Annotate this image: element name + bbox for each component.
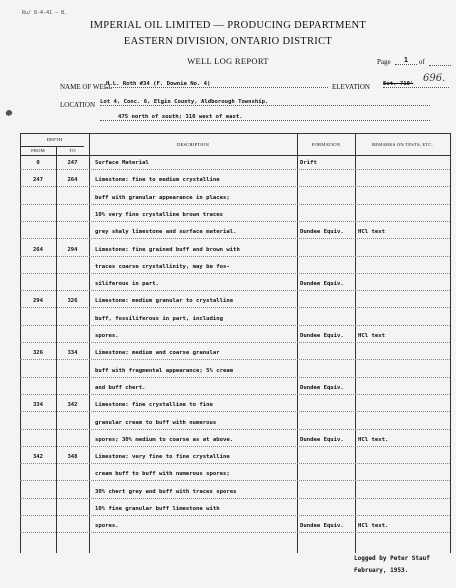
division-title: EASTERN DIVISION, ONTARIO DISTRICT — [123, 36, 333, 47]
depth-to-cell: 342 — [67, 402, 78, 408]
description-cell: Limestone: fine grained buff and brown with — [95, 247, 240, 253]
location-value-2: 475 north of south; 310 west of east. — [100, 114, 430, 121]
description-cell: spores. — [95, 333, 119, 339]
row-rule — [20, 532, 450, 533]
row-rule — [20, 273, 450, 274]
page-number: 1 — [395, 56, 417, 65]
formation-cell: Dundee Equiv. — [300, 437, 344, 443]
description-cell: 10% fine granular buff limestone with — [95, 506, 220, 512]
remarks-cell: HCl test. — [358, 437, 389, 443]
row-rule — [20, 515, 450, 516]
description-cell: 30% chert grey and buff with traces spores — [95, 489, 237, 495]
description-cell: siliferous in part. — [95, 281, 159, 287]
row-rule — [20, 394, 450, 395]
row-rule — [20, 429, 450, 430]
depth-header: DEPTH — [46, 137, 63, 142]
description-cell: Limestone: fine crystalline to fine — [95, 402, 213, 408]
table-top-border — [20, 133, 450, 134]
description-cell: granular cream to buff with numerous — [95, 420, 217, 426]
top-stamp: Ru/ 8-4-41 – B. — [22, 10, 68, 16]
table-header-border — [20, 155, 450, 156]
page-total — [429, 65, 451, 66]
well-name-label: NAME OF WELL — [60, 83, 113, 91]
table-right-border — [450, 133, 451, 553]
logged-by: Logged by Peter Stauf — [354, 555, 430, 562]
page-label: Page — [377, 58, 391, 66]
desc-formation-divider — [297, 133, 298, 553]
description-cell: buff with granular appearance in places; — [95, 195, 230, 201]
formation-cell: Dundee Equiv. — [300, 281, 344, 287]
row-rule — [20, 325, 450, 326]
description-header: DESCRIPTION — [176, 142, 210, 147]
description-cell: 10% very fine crystalline brown traces — [95, 212, 223, 218]
elevation-label: ELEVATION — [332, 83, 370, 91]
description-cell: Limestone: medium granular to crystalline — [95, 298, 234, 304]
row-rule — [20, 238, 450, 239]
from-header: FROM — [31, 148, 45, 153]
row-rule — [20, 359, 450, 360]
remarks-cell: HCl test — [358, 229, 385, 235]
row-rule — [20, 169, 450, 170]
remarks-header: REMARKS ON TESTS, ETC. — [371, 142, 434, 147]
to-header: TO — [69, 148, 76, 153]
description-cell: and buff chert. — [95, 385, 146, 391]
description-cell: traces coarse crystallinity, may be fos- — [95, 264, 230, 270]
description-cell: Limestone: fine to medium crystalline — [95, 177, 220, 183]
row-rule — [20, 342, 450, 343]
elevation-value: Est. 710' — [383, 81, 449, 88]
description-cell: Limestone: medium and coarse granular — [95, 350, 220, 356]
description-cell: cream buff to buff with numerous spores; — [95, 471, 230, 477]
depth-to-cell: 264 — [67, 177, 78, 183]
depth-from-cell: 326 — [32, 350, 44, 356]
depth-to-cell: 334 — [67, 350, 78, 356]
margin-mark — [5, 109, 13, 117]
row-rule — [20, 446, 450, 447]
page-of-label: of — [419, 58, 425, 66]
formation-cell: Dundee Equiv. — [300, 523, 344, 529]
row-rule — [20, 221, 450, 222]
depth-from-cell: 0 — [36, 160, 40, 166]
depth-from-cell: 247 — [32, 177, 44, 183]
depth-from-cell: 342 — [32, 454, 44, 460]
remarks-cell: HCl test — [358, 333, 385, 339]
depth-to-cell: 326 — [67, 298, 78, 304]
description-cell: spores; 30% medium to coarse as at above. — [95, 437, 234, 443]
depth-from-cell: 294 — [32, 298, 44, 304]
depth-from-cell: 264 — [32, 247, 44, 253]
remarks-cell: HCl test. — [358, 523, 389, 529]
row-rule — [20, 498, 450, 499]
formation-remarks-divider — [355, 133, 356, 553]
elevation-handwritten: 696. — [423, 73, 446, 84]
row-rule — [20, 411, 450, 412]
formation-cell: Dundee Equiv. — [300, 229, 344, 235]
formation-cell: Dundee Equiv. — [300, 385, 344, 391]
description-cell: buff, fossiliferous in part, including — [95, 316, 223, 322]
row-rule — [20, 377, 450, 378]
description-cell: grey shaly limestone and surface material. — [95, 229, 237, 235]
row-rule — [20, 186, 450, 187]
report-title: WELL LOG REPORT — [187, 56, 269, 66]
row-rule — [20, 480, 450, 481]
formation-cell: Dundee Equiv. — [300, 333, 344, 339]
depth-desc-divider — [89, 133, 90, 553]
depth-to-cell: 348 — [67, 454, 78, 460]
row-rule — [20, 256, 450, 257]
well-name-value: H.L. Roth #34 (F. Downie No. 4) — [106, 81, 328, 88]
row-rule — [20, 307, 450, 308]
company-title: IMPERIAL OIL LIMITED — PRODUCING DEPARTMENT — [89, 20, 367, 31]
row-rule — [20, 204, 450, 205]
formation-cell: Drift — [300, 160, 317, 166]
log-date: February, 1953. — [354, 567, 409, 574]
depth-to-cell: 247 — [67, 160, 78, 166]
table-left-border — [20, 133, 21, 553]
depth-subheader-border — [20, 146, 84, 147]
description-cell: buff with fragmental appearance; 5% cream — [95, 368, 234, 374]
description-cell: Limestone: very fine to fine crystalline — [95, 454, 230, 460]
depth-from-cell: 334 — [32, 402, 44, 408]
depth-to-cell: 294 — [67, 247, 78, 253]
description-cell: spores. — [95, 523, 119, 529]
location-label: LOCATION — [60, 101, 95, 109]
row-rule — [20, 463, 450, 464]
formation-header: FORMATION — [311, 142, 341, 147]
row-rule — [20, 290, 450, 291]
location-value: Lot 4, Conc. 6, Elgin County, Aldborough Township. — [100, 99, 430, 106]
description-cell: Surface Material — [95, 160, 149, 166]
